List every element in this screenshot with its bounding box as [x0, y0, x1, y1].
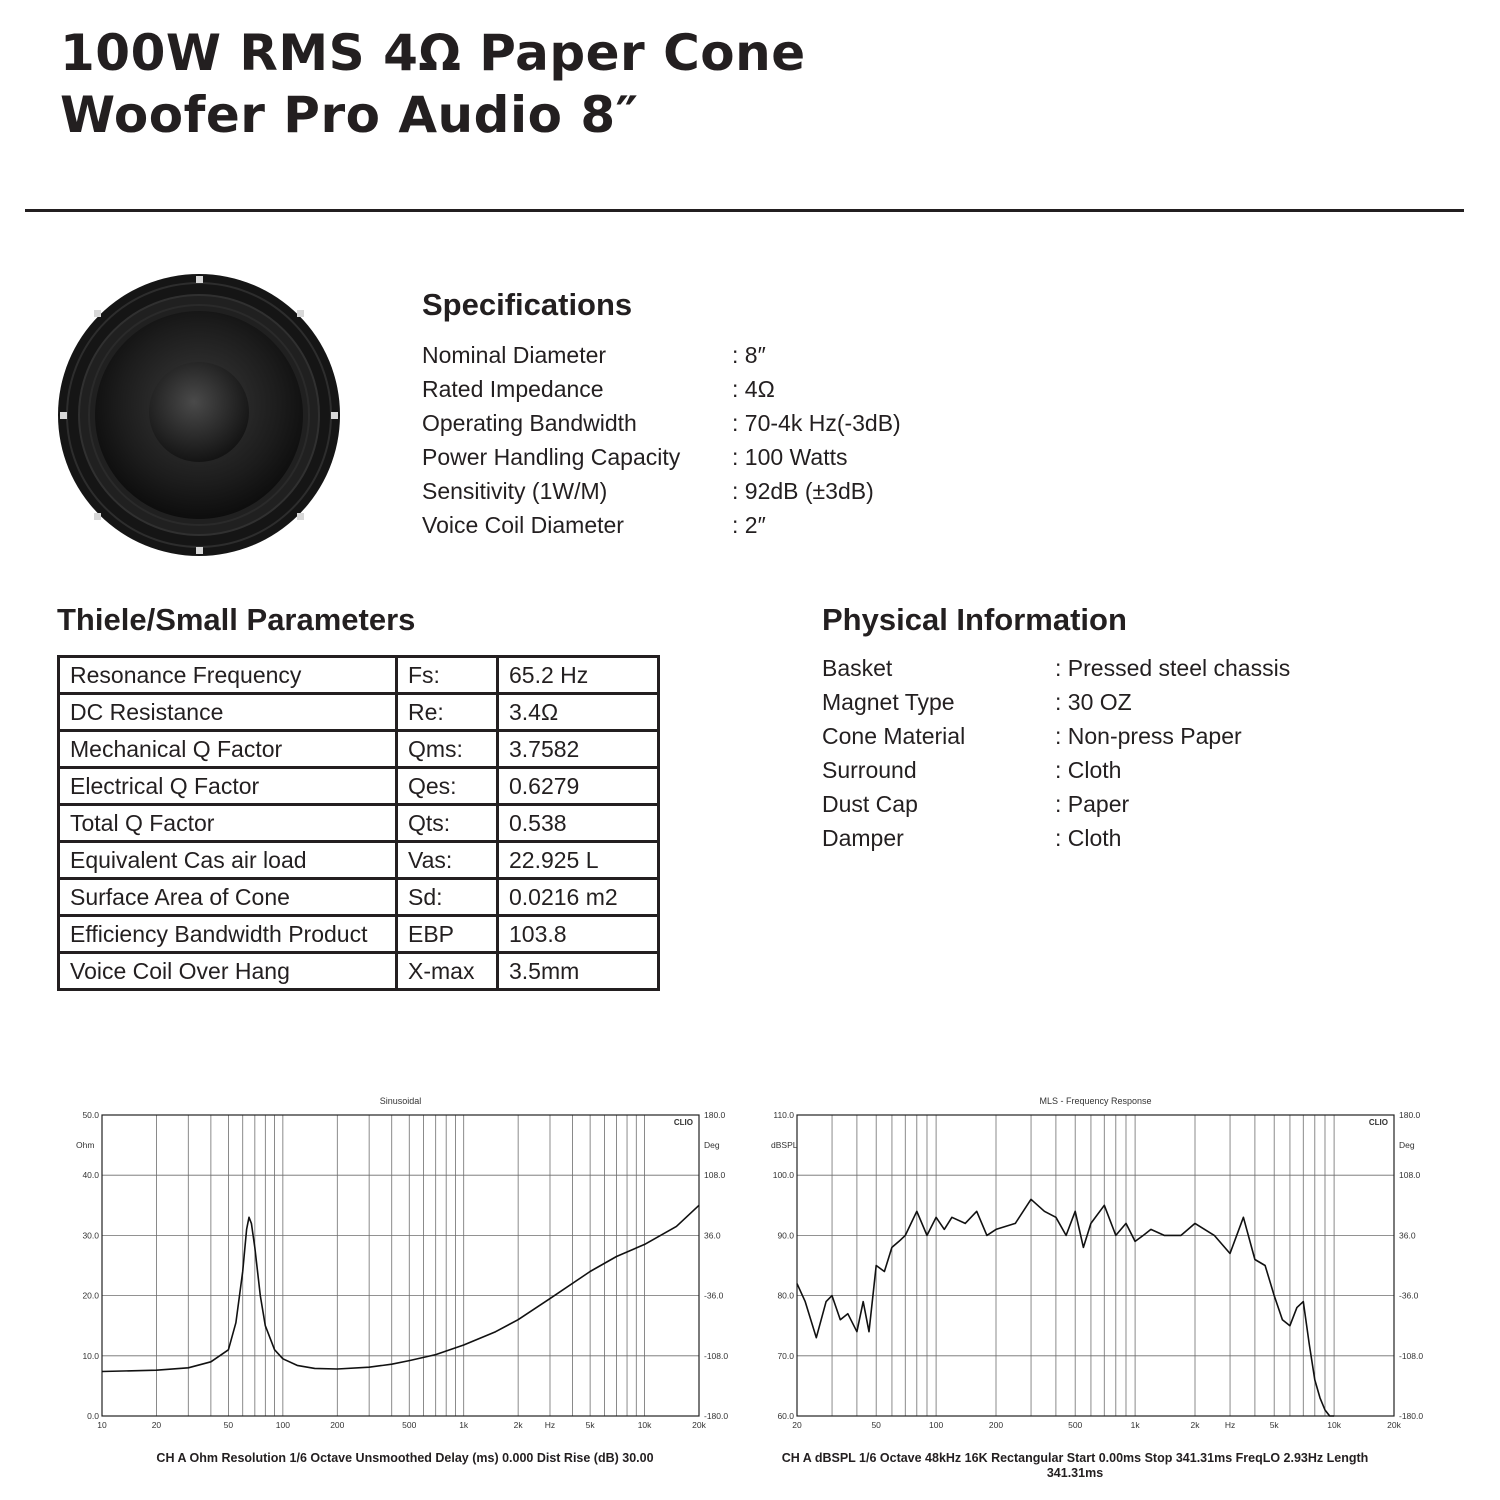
response-x-tick-label: 500	[1068, 1420, 1083, 1430]
response-y2label: Deg	[1399, 1140, 1415, 1150]
impedance-y-tick-label: 10.0	[82, 1350, 99, 1361]
parameter-name: Total Q Factor	[59, 805, 397, 842]
response-x-tick-label: 5k	[1269, 1420, 1279, 1430]
spec-label: Power Handling Capacity	[422, 444, 681, 470]
table-row	[59, 879, 659, 916]
spec-label: Rated Impedance	[422, 376, 604, 402]
impedance-y-tick-label: 40.0	[82, 1170, 99, 1181]
impedance-x-tick-label: 200	[330, 1420, 345, 1430]
parameter-symbol: Re:	[397, 694, 498, 731]
impedance-x-tick-label: 10k	[637, 1420, 652, 1430]
table-row	[59, 768, 659, 805]
spec-value: : 4Ω	[732, 376, 775, 402]
thiele-small-table	[57, 655, 660, 991]
parameter-value: 3.5mm	[498, 953, 659, 990]
parameter-name: Electrical Q Factor	[59, 768, 397, 805]
parameter-value: 0.538	[498, 805, 659, 842]
impedance-y2-tick-label: 180.0	[704, 1110, 726, 1120]
impedance-chart	[60, 1090, 750, 1430]
response-x-tick-label: 100	[929, 1420, 944, 1430]
parameter-name: Equivalent Cas air load	[59, 842, 397, 879]
impedance-x-tick-label: 2k	[513, 1420, 523, 1430]
spec-value: : 92dB (±3dB)	[732, 478, 874, 504]
physical-label: Basket	[822, 655, 893, 681]
impedance-ylabel: Ohm	[76, 1140, 95, 1150]
physical-label: Dust Cap	[822, 791, 918, 817]
response-y2-tick-label: 108.0	[1399, 1170, 1421, 1181]
parameter-symbol: EBP	[397, 916, 498, 953]
response-x-tick-label: 20	[792, 1420, 802, 1430]
spec-label: Operating Bandwidth	[422, 410, 637, 436]
table-row	[59, 953, 659, 990]
response-y-tick-label: 100.0	[772, 1170, 794, 1181]
response-title: MLS - Frequency Response	[1039, 1096, 1152, 1106]
impedance-y2-tick-label: -36.0	[704, 1290, 724, 1301]
specifications-heading: Specifications	[422, 287, 633, 322]
physical-value: : 30 OZ	[1055, 689, 1132, 715]
parameter-name: Resonance Frequency	[59, 657, 397, 694]
physical-heading: Physical Information	[822, 602, 1127, 637]
impedance-y2-tick-label: 36.0	[704, 1230, 721, 1241]
spec-value: : 2″	[732, 512, 766, 538]
physical-label: Cone Material	[822, 723, 966, 749]
product-title-line-1: 100W RMS 4Ω Paper Cone	[60, 24, 806, 82]
frequency-response-chart-caption: CH A dBSPL 1/6 Octave 48kHz 16K Rectangular Start 0.00ms Stop 341.31ms FreqLO 2.93Hz Length 341.31ms	[781, 1451, 1369, 1480]
response-y2-tick-label: -36.0	[1399, 1290, 1419, 1301]
impedance-y2label: Deg	[704, 1140, 720, 1150]
impedance-title: Sinusoidal	[379, 1096, 422, 1106]
physical-value: : Cloth	[1055, 825, 1122, 851]
response-y2-tick-label: -180.0	[1399, 1411, 1424, 1421]
impedance-x-tick-label: 500	[402, 1420, 417, 1430]
response-y-tick-label: 110.0	[773, 1110, 794, 1120]
parameter-value: 103.8	[498, 916, 659, 953]
parameter-name: Efficiency Bandwidth Product	[59, 916, 397, 953]
impedance-chart-caption: CH A Ohm Resolution 1/6 Octave Unsmoothed Delay (ms) 0.000 Dist Rise (dB) 30.00	[156, 1451, 654, 1465]
physical-label: Surround	[822, 757, 917, 783]
parameter-name: Surface Area of Cone	[59, 879, 397, 916]
response-ylabel: dBSPL	[771, 1140, 798, 1150]
response-x-tick-label: Hz	[1224, 1420, 1236, 1430]
thiele-small-heading: Thiele/Small Parameters	[57, 602, 416, 637]
impedance-y2-tick-label: -108.0	[704, 1350, 729, 1361]
physical-value: : Non-press Paper	[1055, 723, 1242, 749]
parameter-name: Voice Coil Over Hang	[59, 953, 397, 990]
response-y-tick-label: 60.0	[777, 1411, 794, 1421]
response-y2-tick-label: -108.0	[1399, 1350, 1424, 1361]
response-x-tick-label: 2k	[1190, 1420, 1200, 1430]
parameter-value: 3.7582	[498, 731, 659, 768]
parameter-value: 0.0216 m2	[498, 879, 659, 916]
parameter-symbol: Qes:	[397, 768, 498, 805]
spec-label: Nominal Diameter	[422, 342, 607, 368]
table-row	[59, 731, 659, 768]
table-row	[59, 657, 659, 694]
parameter-value: 3.4Ω	[498, 694, 659, 731]
spec-value: : 70-4k Hz(-3dB)	[732, 410, 901, 436]
product-title-line-2: Woofer Pro Audio 8″	[60, 86, 639, 144]
parameter-symbol: Qts:	[397, 805, 498, 842]
response-x-tick-label: 20k	[1387, 1420, 1401, 1430]
impedance-y-tick-label: 30.0	[82, 1230, 99, 1241]
product-title	[60, 22, 1060, 146]
impedance-x-tick-label: Hz	[544, 1420, 556, 1430]
parameter-value: 22.925 L	[498, 842, 659, 879]
response-x-tick-label: 50	[871, 1420, 881, 1430]
parameter-symbol: Fs:	[397, 657, 498, 694]
impedance-brand-label: CLIO	[673, 1118, 693, 1127]
parameter-name: Mechanical Q Factor	[59, 731, 397, 768]
parameter-name: DC Resistance	[59, 694, 397, 731]
table-row	[59, 916, 659, 953]
impedance-y-tick-label: 0.0	[87, 1411, 99, 1421]
impedance-y2-tick-label: -180.0	[704, 1411, 729, 1421]
physical-value: : Paper	[1055, 791, 1130, 817]
spec-label: Voice Coil Diameter	[422, 512, 624, 538]
physical-label: Magnet Type	[822, 689, 955, 715]
response-x-tick-label: 10k	[1327, 1420, 1341, 1430]
physical-label: Damper	[822, 825, 904, 851]
parameter-value: 65.2 Hz	[498, 657, 659, 694]
impedance-x-tick-label: 20	[151, 1420, 162, 1430]
parameter-symbol: Qms:	[397, 731, 498, 768]
impedance-plot-frame	[102, 1115, 699, 1416]
impedance-x-tick-label: 50	[223, 1420, 234, 1430]
table-row	[59, 805, 659, 842]
response-y-tick-label: 70.0	[777, 1350, 794, 1361]
response-y2-tick-label: 36.0	[1399, 1230, 1416, 1241]
response-x-tick-label: 1k	[1130, 1420, 1140, 1430]
physical-value: : Cloth	[1055, 757, 1122, 783]
title-divider	[25, 209, 1464, 212]
response-series-line	[797, 1199, 1334, 1416]
response-x-tick-label: 200	[988, 1420, 1004, 1430]
table-row	[59, 694, 659, 731]
impedance-x-tick-label: 5k	[585, 1420, 595, 1430]
impedance-y2-tick-label: 108.0	[704, 1170, 726, 1181]
table-row	[59, 842, 659, 879]
impedance-x-tick-label: 1k	[459, 1420, 469, 1430]
spec-value: : 100 Watts	[732, 444, 848, 470]
impedance-x-tick-label: 20k	[692, 1420, 706, 1430]
impedance-y-tick-label: 50.0	[82, 1110, 99, 1120]
impedance-series-line	[102, 1205, 699, 1371]
parameter-symbol: Vas:	[397, 842, 498, 879]
frequency-response-chart	[755, 1090, 1445, 1430]
physical-value: : Pressed steel chassis	[1055, 655, 1291, 681]
parameter-value: 0.6279	[498, 768, 659, 805]
parameter-symbol: X-max	[397, 953, 498, 990]
impedance-x-tick-label: 10	[97, 1420, 107, 1430]
response-y-tick-label: 80.0	[777, 1290, 794, 1301]
response-brand-label: CLIO	[1368, 1118, 1388, 1127]
response-y2-tick-label: 180.0	[1399, 1110, 1421, 1120]
woofer-speaker-image	[56, 272, 342, 558]
impedance-x-tick-label: 100	[275, 1420, 290, 1430]
spec-label: Sensitivity (1W/M)	[422, 478, 608, 504]
parameter-symbol: Sd:	[397, 879, 498, 916]
impedance-y-tick-label: 20.0	[82, 1290, 99, 1301]
spec-value: : 8″	[732, 342, 766, 368]
response-y-tick-label: 90.0	[777, 1230, 794, 1241]
